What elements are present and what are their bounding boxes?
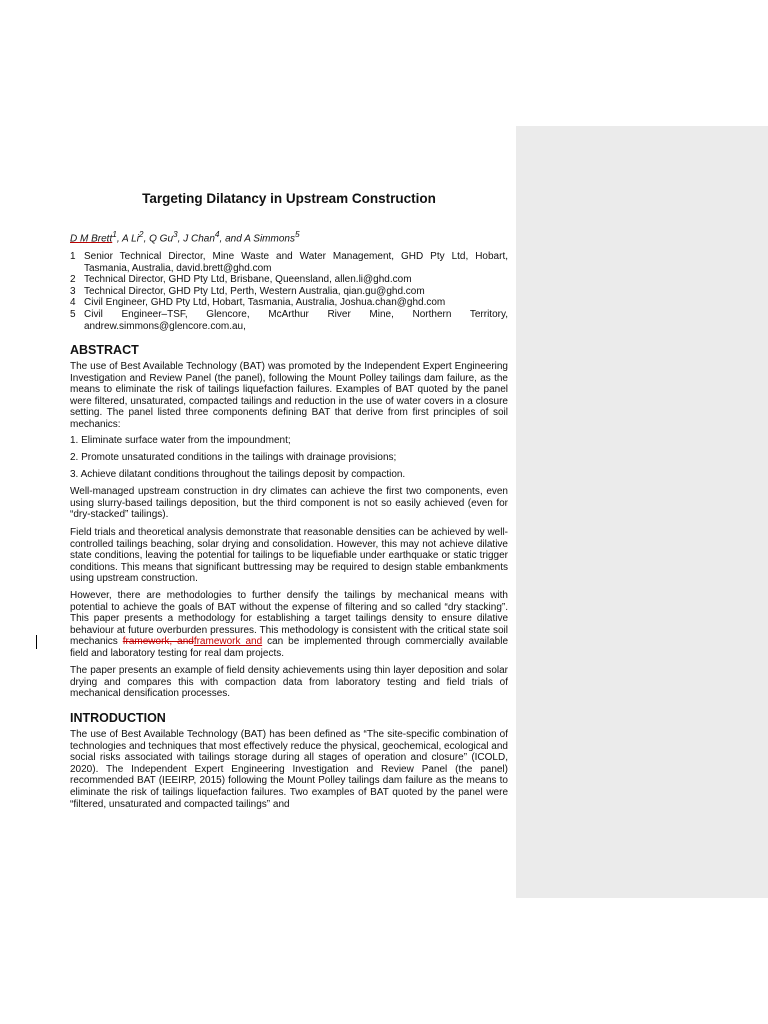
affiliation-item: 3 Technical Director, GHD Pty Ltd, Perth, Western Australia, qian.gu@ghd.com [70, 285, 425, 297]
comments-pane [516, 126, 768, 898]
paper-title: Targeting Dilatancy in Upstream Construction [142, 191, 436, 206]
author-sup: 4 [214, 229, 220, 239]
affiliation-item: 1 Senior Technical Director, Mine Waste and Water Management, GHD Pty Ltd, Hobart, Tasmania, Australia, david.brett@ghd.com [70, 251, 508, 274]
introduction-paragraph-1: The use of Best Available Technology (BAT) has been defined as “The site-specific combination of technologies and techniques that most effectively reduce the physical, geochemical, ecological and social risks associated with tailings storage during all stages of operation and closure” (ICOLD, 2020). The Independent Expert Engineering Investigation and Review Panel (the panel) recommended BAT (IEEIRP, 2015) following the Mount Polley tailings dam failure as the means to eliminate the risk of tailings liquefaction failures. Two examples of BAT quoted by the panel were “filtered, unsaturated and compacted tailings” and [70, 729, 508, 810]
abstract-paragraph-5: The paper presents an example of field density achievements using thin layer deposition and solar drying and compares this with compaction data from laboratory testing and field trials of mechanical densification processes. [70, 665, 508, 700]
author-first: D M Brett [70, 233, 113, 245]
abstract-paragraph-3: Field trials and theoretical analysis demonstrate that reasonable densities can be achieved by well-controlled tailings beaching, solar drying and consolidation. However, this may not achieve dilative state conditions, leaving the potential for tailings to be liquefiable under earthquake or static trigger conditions. This means that significant buttressing may be required to design stable embankments using upstream construction. [70, 527, 508, 585]
author: , A Li [116, 233, 139, 245]
introduction-heading: INTRODUCTION [70, 711, 166, 725]
author: , J Chan [177, 233, 215, 245]
affiliation-line: Civil Engineer–TSF, Glencore, McArthur River Mine, Northern Territory, [84, 308, 508, 320]
change-bar [36, 635, 37, 649]
author-sup: 2 [138, 229, 144, 239]
affiliation-list [70, 251, 508, 332]
abstract-heading: ABSTRACT [70, 343, 139, 357]
author-sup: 1 [112, 229, 117, 239]
author: , Q Gu [143, 233, 174, 245]
author-sup: 3 [173, 229, 178, 239]
author-sup: 5 [294, 229, 300, 239]
abstract-paragraph-4: However, there are methodologies to further densify the tailings by mechanical means with potential to achieve the goals of BAT without the expense of filtering and so called “dry stacking”. This paper presents a methodology for establishing a target tailings density to ensure dilative behaviour at future overburden pressures. This methodology is consistent with the critical state soil mechanics framework, andframework and can be implemented through commercially available field and laboratory testing for real dam projects. [70, 590, 509, 659]
tracked-insertion[interactable]: framework and [193, 636, 263, 648]
affiliation-item: 5 Civil Engineer–TSF, Glencore, McArthur River Mine, Northern Territory, andrew.simmons@glencore.com.au, [70, 308, 508, 332]
list-item-2: 2. Promote unsaturated conditions in the tailings with drainage provisions; [70, 452, 397, 463]
list-item-3: 3. Achieve dilatant conditions throughout the tailings deposit by compaction. [70, 469, 406, 480]
list-item-1: 1. Eliminate surface water from the impoundment; [70, 435, 291, 446]
affiliation-item: 2 Technical Director, GHD Pty Ltd, Brisbane, Queensland, allen.li@ghd.com [70, 274, 412, 286]
author: , and A Simmons [219, 233, 295, 245]
tracked-deletion[interactable]: framework, and [122, 636, 194, 648]
author-list [70, 227, 508, 246]
affiliation-item: 4 Civil Engineer, GHD Pty Ltd, Hobart, Tasmania, Australia, Joshua.chan@ghd.com [70, 297, 446, 309]
abstract-paragraph-2: Well-managed upstream construction in dry climates can achieve the first two components, even using slurry-based tailings deposition, but the third component is not so easily achieved (even for “dry-stacked” tailings). [70, 486, 508, 521]
abstract-paragraph-1: The use of Best Available Technology (BAT) was promoted by the Independent Expert Engineering Investigation and Review Panel (the panel), following the Mount Polley tailings dam failure, as the means to eliminate the risk of tailings liquefaction failures. Examples of BAT quoted by the panel were filtered, unsaturated, compacted tailings and reduction in the use of water covers in a closure setting. The panel listed three components defining BAT that derive from first principles of soil mechanics: [70, 361, 508, 430]
affiliation-line: andrew.simmons@glencore.com.au, [84, 320, 246, 332]
